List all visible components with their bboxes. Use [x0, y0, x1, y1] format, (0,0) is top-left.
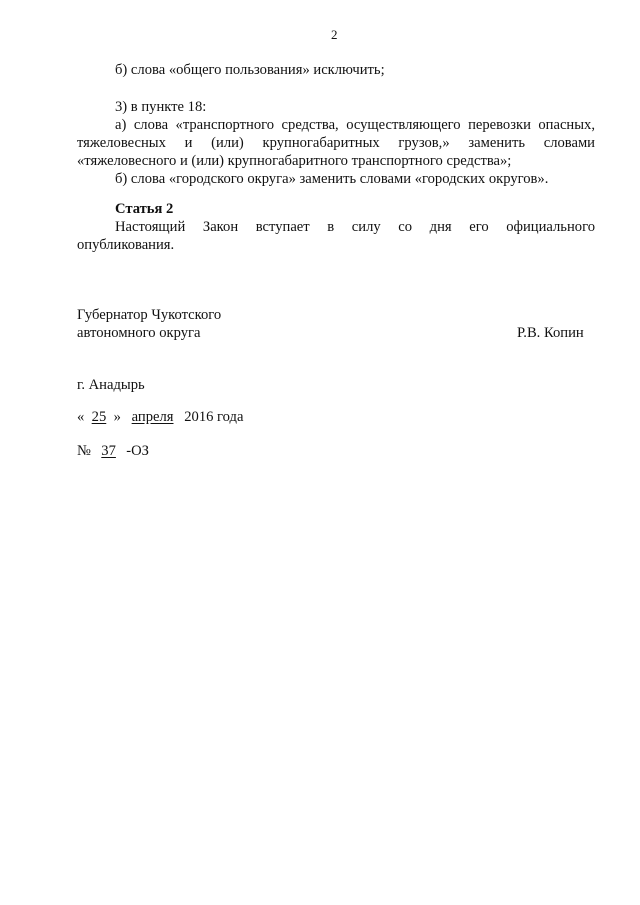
law-number-prefix: №: [77, 443, 91, 459]
paragraph-a-line-2: тяжеловесных и (или) крупногабаритных грузов,» заменить словами: [77, 135, 595, 151]
date-month: апреля: [131, 409, 174, 425]
paragraph-a-line-3: «тяжеловесного и (или) крупногабаритного транспортного средства»;: [77, 153, 512, 169]
signing-date: [77, 408, 243, 426]
signature-name: Р.В. Копин: [517, 325, 584, 341]
paragraph-a-line-1: а) слова «транспортного средства, осуществляющего перевозки опасных,: [115, 117, 595, 133]
date-year: 2016 года: [184, 409, 244, 425]
signature-role-line-2: автономного округа: [77, 325, 201, 341]
place-of-signing: г. Анадырь: [77, 377, 145, 393]
article-title: Статья 2: [115, 201, 174, 217]
paragraph-item-3: 3) в пункте 18:: [115, 99, 207, 115]
date-close-quote: »: [113, 409, 121, 425]
signature-role-line-1: Губернатор Чукотского: [77, 307, 222, 323]
article-text-line-2: опубликования.: [77, 237, 175, 253]
law-number: [77, 442, 149, 460]
article-text-line-1: Настоящий Закон вступает в силу со дня его официального: [115, 219, 595, 235]
date-open-quote: «: [77, 409, 85, 425]
page-number: 2: [331, 27, 338, 42]
law-number-suffix: -ОЗ: [126, 443, 149, 459]
paragraph-b-2: б) слова «городского округа» заменить словами «городских округов».: [115, 171, 549, 187]
law-number-value: 37: [101, 443, 116, 459]
date-day: 25: [91, 409, 107, 425]
paragraph-b-1: б) слова «общего пользования» исключить;: [115, 62, 385, 78]
